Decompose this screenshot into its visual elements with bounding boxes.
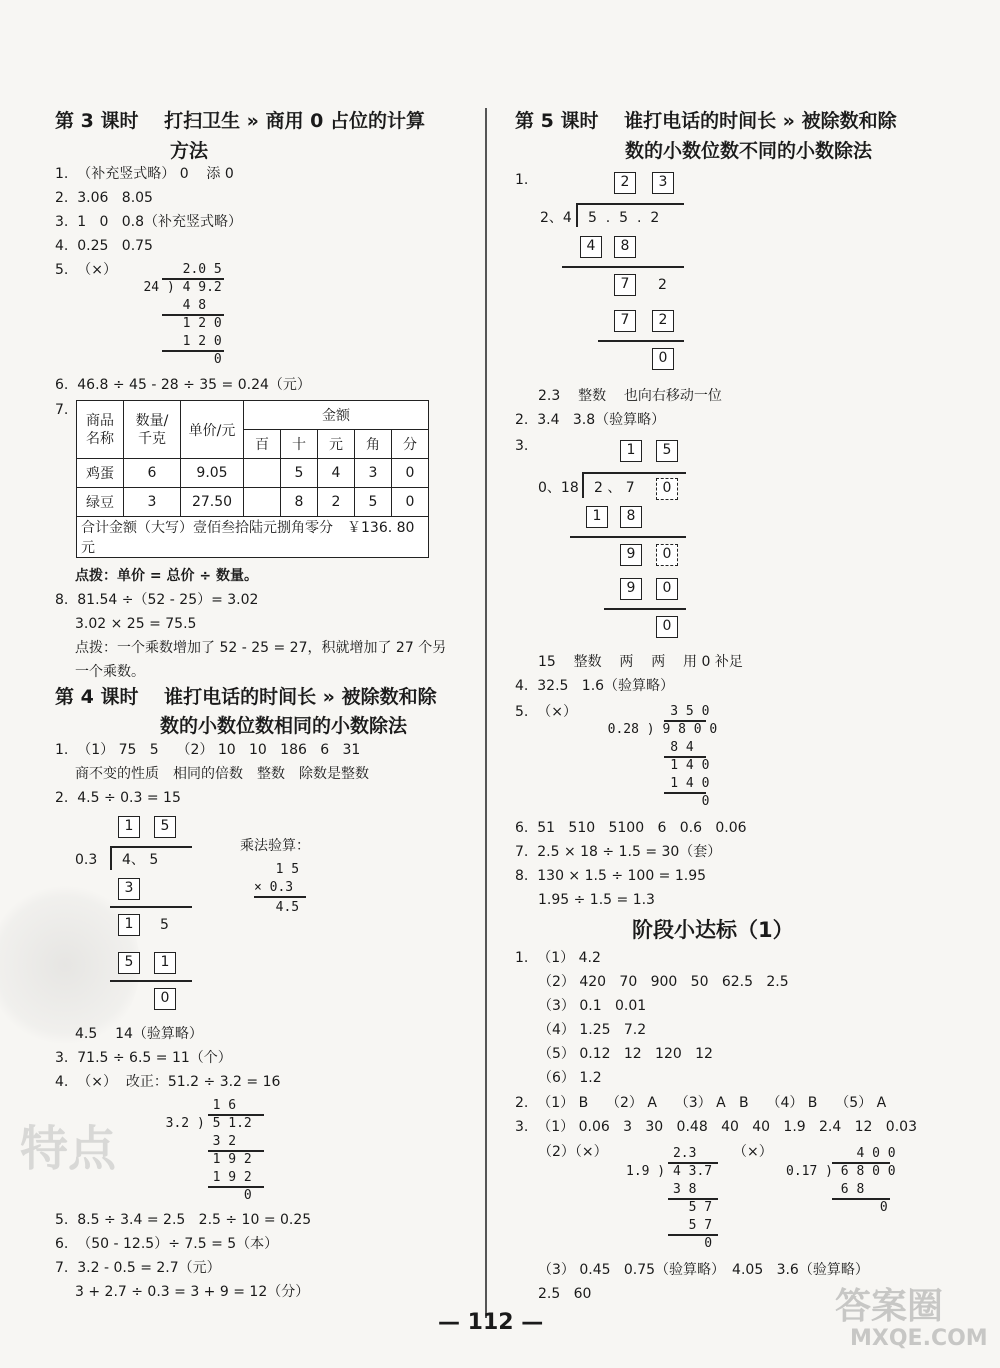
watermark-text-left: 特点: [20, 1121, 117, 1177]
stage-q1-2: （2） 420 70 900 50 62.5 2.5: [538, 974, 789, 990]
l3-q7: 7.: [55, 402, 69, 418]
l3-q5: 5. （×）: [55, 262, 117, 278]
th-qty: 数量/ 千克: [124, 401, 181, 459]
l3-tip7: 点拨：单价 = 总价 ÷ 数量。: [75, 568, 258, 584]
l5-q7: 7. 2.5 × 18 ÷ 1.5 = 30（套）: [515, 844, 722, 860]
stage-q3-1: 3. （1） 0.06 3 30 0.48 40 40 1.9 2.4 12 0.03: [515, 1119, 917, 1135]
th-goods: 商品 名称: [77, 401, 124, 459]
stage-q3-3: （3） 0.45 0.75（验算略） 4.05 3.6（验算略）: [538, 1262, 869, 1278]
l5-q5: 5. （×）: [515, 704, 577, 720]
l3-q4: 4. 0.25 0.75: [55, 238, 153, 254]
l4-q1b: 商不变的性质 相同的倍数 整数 除数是整数: [75, 766, 369, 782]
l5-q2: 2. 3.4 3.8（验算略）: [515, 412, 666, 428]
th-unit: 角: [355, 430, 392, 459]
lesson5-title-line2: 数的小数位数不同的小数除法: [625, 140, 873, 162]
l3-q3: 3. 1 0 0.8（补充竖式略）: [55, 214, 243, 230]
l3-q2: 2. 3.06 8.05: [55, 190, 153, 206]
l4-q5: 5. 8.5 ÷ 3.4 = 2.5 2.5 ÷ 10 = 0.25: [55, 1212, 312, 1228]
l5-q8b: 1.95 ÷ 1.5 = 1.3: [538, 892, 655, 908]
stage-q3-2b: （×）: [733, 1144, 773, 1160]
column-divider: [485, 108, 487, 1318]
l4-q1a: 1. （1） 75 5 （2） 10 10 186 6 31: [55, 742, 361, 758]
stage-q3-2: （2）（×）: [538, 1144, 608, 1160]
stage-q2: 2. （1） B （2） A （3） A B （4） B （5） A: [515, 1095, 887, 1111]
stage-q1-4: （4） 1.25 7.2: [538, 1022, 647, 1038]
l4-q6: 6. （50 - 12.5）÷ 7.5 = 5（本）: [55, 1236, 279, 1252]
l4-q4: 4. （×） 改正：51.2 ÷ 3.2 = 16: [55, 1074, 281, 1090]
l3-q6: 6. 46.8 ÷ 45 - 28 ÷ 35 = 0.24（元）: [55, 377, 311, 393]
lesson4-title: 第 4 课时 谁打电话的时间长 » 被除数和除: [55, 686, 437, 708]
lesson3-title-line2: 方法: [170, 140, 209, 162]
th-unit: 十: [281, 430, 318, 459]
l5-ans1: 2.3 整数 也向右移动一位: [538, 388, 722, 404]
l5-q8a: 8. 130 × 1.5 ÷ 100 = 1.95: [515, 868, 707, 884]
page-number: — 112 —: [438, 1310, 544, 1335]
l5-q1: 1.: [515, 172, 529, 188]
answer-page: 特点 答案圈 MXQE.COM 第 3 课时 打扫卫生 » 商用 0 占位的计算 方法 1. （补充竖式略） 0 添 0 2. 3.06 8.05 3. 1 0 0.8（补充竖式略） 4. 0.25 0.75 5. （×） 2.0 5 24 ) 4 9.2 4 8 1 2 0 1 2 0 0 6. 46.8 ÷ 45 - 28 ÷ 35 = 0.24（元） 7. 商品 名称 数量/ 千克 单价/元 金额 百 十 元 角 分 鸡蛋 6 9.05 5 4 3 0 绿豆 3 27.50 8 2 5 0 合计金额（大写）壹佰叁拾陆元捌角零分 ￥136. 80 元 点拨：单价 = 总价 ÷ 数量。 8. 81.54 ÷（52 - 25）= 3.02 3.02 × 25 = 75.5 点拨：一个乘数增加了 52 - 25 = 27，积就增加了 27 个另 一个乘数。 第 4 课时 谁打电话的时间长 » 被除数和除 数的小数位数相同的小数除法 1. （1） 75 5 （2） 10 10 186 6 31 商不变的性质 相同的倍数 整数 除数是整数 2. 4.5 ÷ 0.3 = 15 1 5 0.3 4、 5 3 1 5 5 1 0 乘法验算： 1 5 × 0.3 4.5 4.5 14（验算略） 3. 71.5 ÷ 6.5 = 11（个） 4. （×） 改正：51.2 ÷ 3.2 = 16 1 6 3.2 ) 5 1.2 3 2 1 9 2 1 9 2 0 5. 8.5 ÷ 3.4 = 2.5 2.5 ÷ 10 = 0.25 6. （50 - 12.5）÷ 7.5 = 5（本） 7. 3.2 - 0.5 = 2.7（元） 3 + 2.7 ÷ 0.3 = 3 + 9 = 12（分） 第 5 课时 谁打电话的时间长 » 被除数和除 数的小数位数不同的小数除法 1. 2 3 2、4 5 . 5 . 2 4 8 7 2 7 2 0 2.3 整数 也向右移动一位 2. 3.4 3.8（验算略） 3. 1 5 0、18 2 、 7 0 1 8 9 0 9 0 0 15 整数 两 两 用 0 补足 4. 32.5 1.6（验算略） 5. （×） 3 5 0 0.28 ) 9 8 0 0 8 4 1 4 0 1 4 0 0 6. 51 510 5100 6 0.6 0.06 7. 2.5 × 18 ÷ 1.5 = 30（套） 8. 130 × 1.5 ÷ 100 = 1.95 1.95 ÷ 1.5 = 1.3 阶段小达标（1） 1. （1） 4.2 （2） 420 70 900 50 62.5 2.5 （3） 0.1 0.01 （4） 1.25 7.2 （5） 0.12 12 120 12 （6） 1.2 2. （1） B （2） A （3） A B （4） B （5） A 3. （1） 0.06 3 30 0.48 40 40 1.9 2.4 12 0.03 （2）（×） （×） 2.3 1.9 ) 4 3.7 3 8 5 7 5 7 0 4 0 0 0.17 ) 6 8 0 0 6 8 0 （3） 0.45 0.75（验算略） 4.05 3.6（验算略） 2.5 60 — 112 —: [0, 0, 1000, 1368]
l4-q7a: 7. 3.2 - 0.5 = 2.7（元）: [55, 1260, 221, 1276]
l3-q1: 1. （补充竖式略） 0 添 0: [55, 166, 234, 182]
stage-q3-4: 2.5 60: [538, 1286, 592, 1302]
th-unit: 百: [244, 430, 281, 459]
price-table: [76, 400, 429, 558]
table-total: 合计金额（大写）壹佰叁拾陆元捌角零分 ￥136. 80 元: [77, 517, 429, 558]
stage-q1-6: （6） 1.2: [538, 1070, 602, 1086]
th-price: 单价/元: [181, 401, 244, 459]
l5-ans3: 15 整数 两 两 用 0 补足: [538, 654, 743, 670]
l4-q3: 3. 71.5 ÷ 6.5 = 11（个）: [55, 1050, 232, 1066]
l4-ans2: 4.5 14（验算略）: [75, 1026, 203, 1042]
l4-q2: 2. 4.5 ÷ 0.3 = 15: [55, 790, 181, 806]
l4-check-title: 乘法验算：: [240, 838, 310, 854]
l5-q6: 6. 51 510 5100 6 0.6 0.06: [515, 820, 747, 836]
table-row: 鸡蛋 6 9.05 5 4 3 0: [77, 459, 429, 488]
l4-q7b: 3 + 2.7 ÷ 0.3 = 3 + 9 = 12（分）: [75, 1284, 310, 1300]
l5-q4: 4. 32.5 1.6（验算略）: [515, 678, 675, 694]
th-unit: 分: [392, 430, 429, 459]
lesson3-title: 第 3 课时 打扫卫生 » 商用 0 占位的计算: [55, 110, 426, 132]
stage-q1-3: （3） 0.1 0.01: [538, 998, 647, 1014]
l3-tip8b: 一个乘数。: [75, 664, 145, 680]
watermark-logo: 答案圈: [835, 1286, 944, 1327]
lesson4-title-line2: 数的小数位数相同的小数除法: [160, 715, 408, 737]
th-amount: 金额: [244, 401, 429, 430]
th-unit: 元: [318, 430, 355, 459]
stage-title: 阶段小达标（1）: [632, 918, 794, 942]
stage-q1-5: （5） 0.12 12 120 12: [538, 1046, 713, 1062]
table-row: 绿豆 3 27.50 8 2 5 0: [77, 488, 429, 517]
watermark-url: MXQE.COM: [850, 1326, 988, 1351]
lesson5-title: 第 5 课时 谁打电话的时间长 » 被除数和除: [515, 110, 897, 132]
l3-q8b: 3.02 × 25 = 75.5: [75, 616, 197, 632]
stage-q1-1: 1. （1） 4.2: [515, 950, 601, 966]
l3-q8a: 8. 81.54 ÷（52 - 25）= 3.02: [55, 592, 259, 608]
l3-tip8a: 点拨：一个乘数增加了 52 - 25 = 27，积就增加了 27 个另: [75, 640, 447, 656]
l5-q3: 3.: [515, 438, 529, 454]
